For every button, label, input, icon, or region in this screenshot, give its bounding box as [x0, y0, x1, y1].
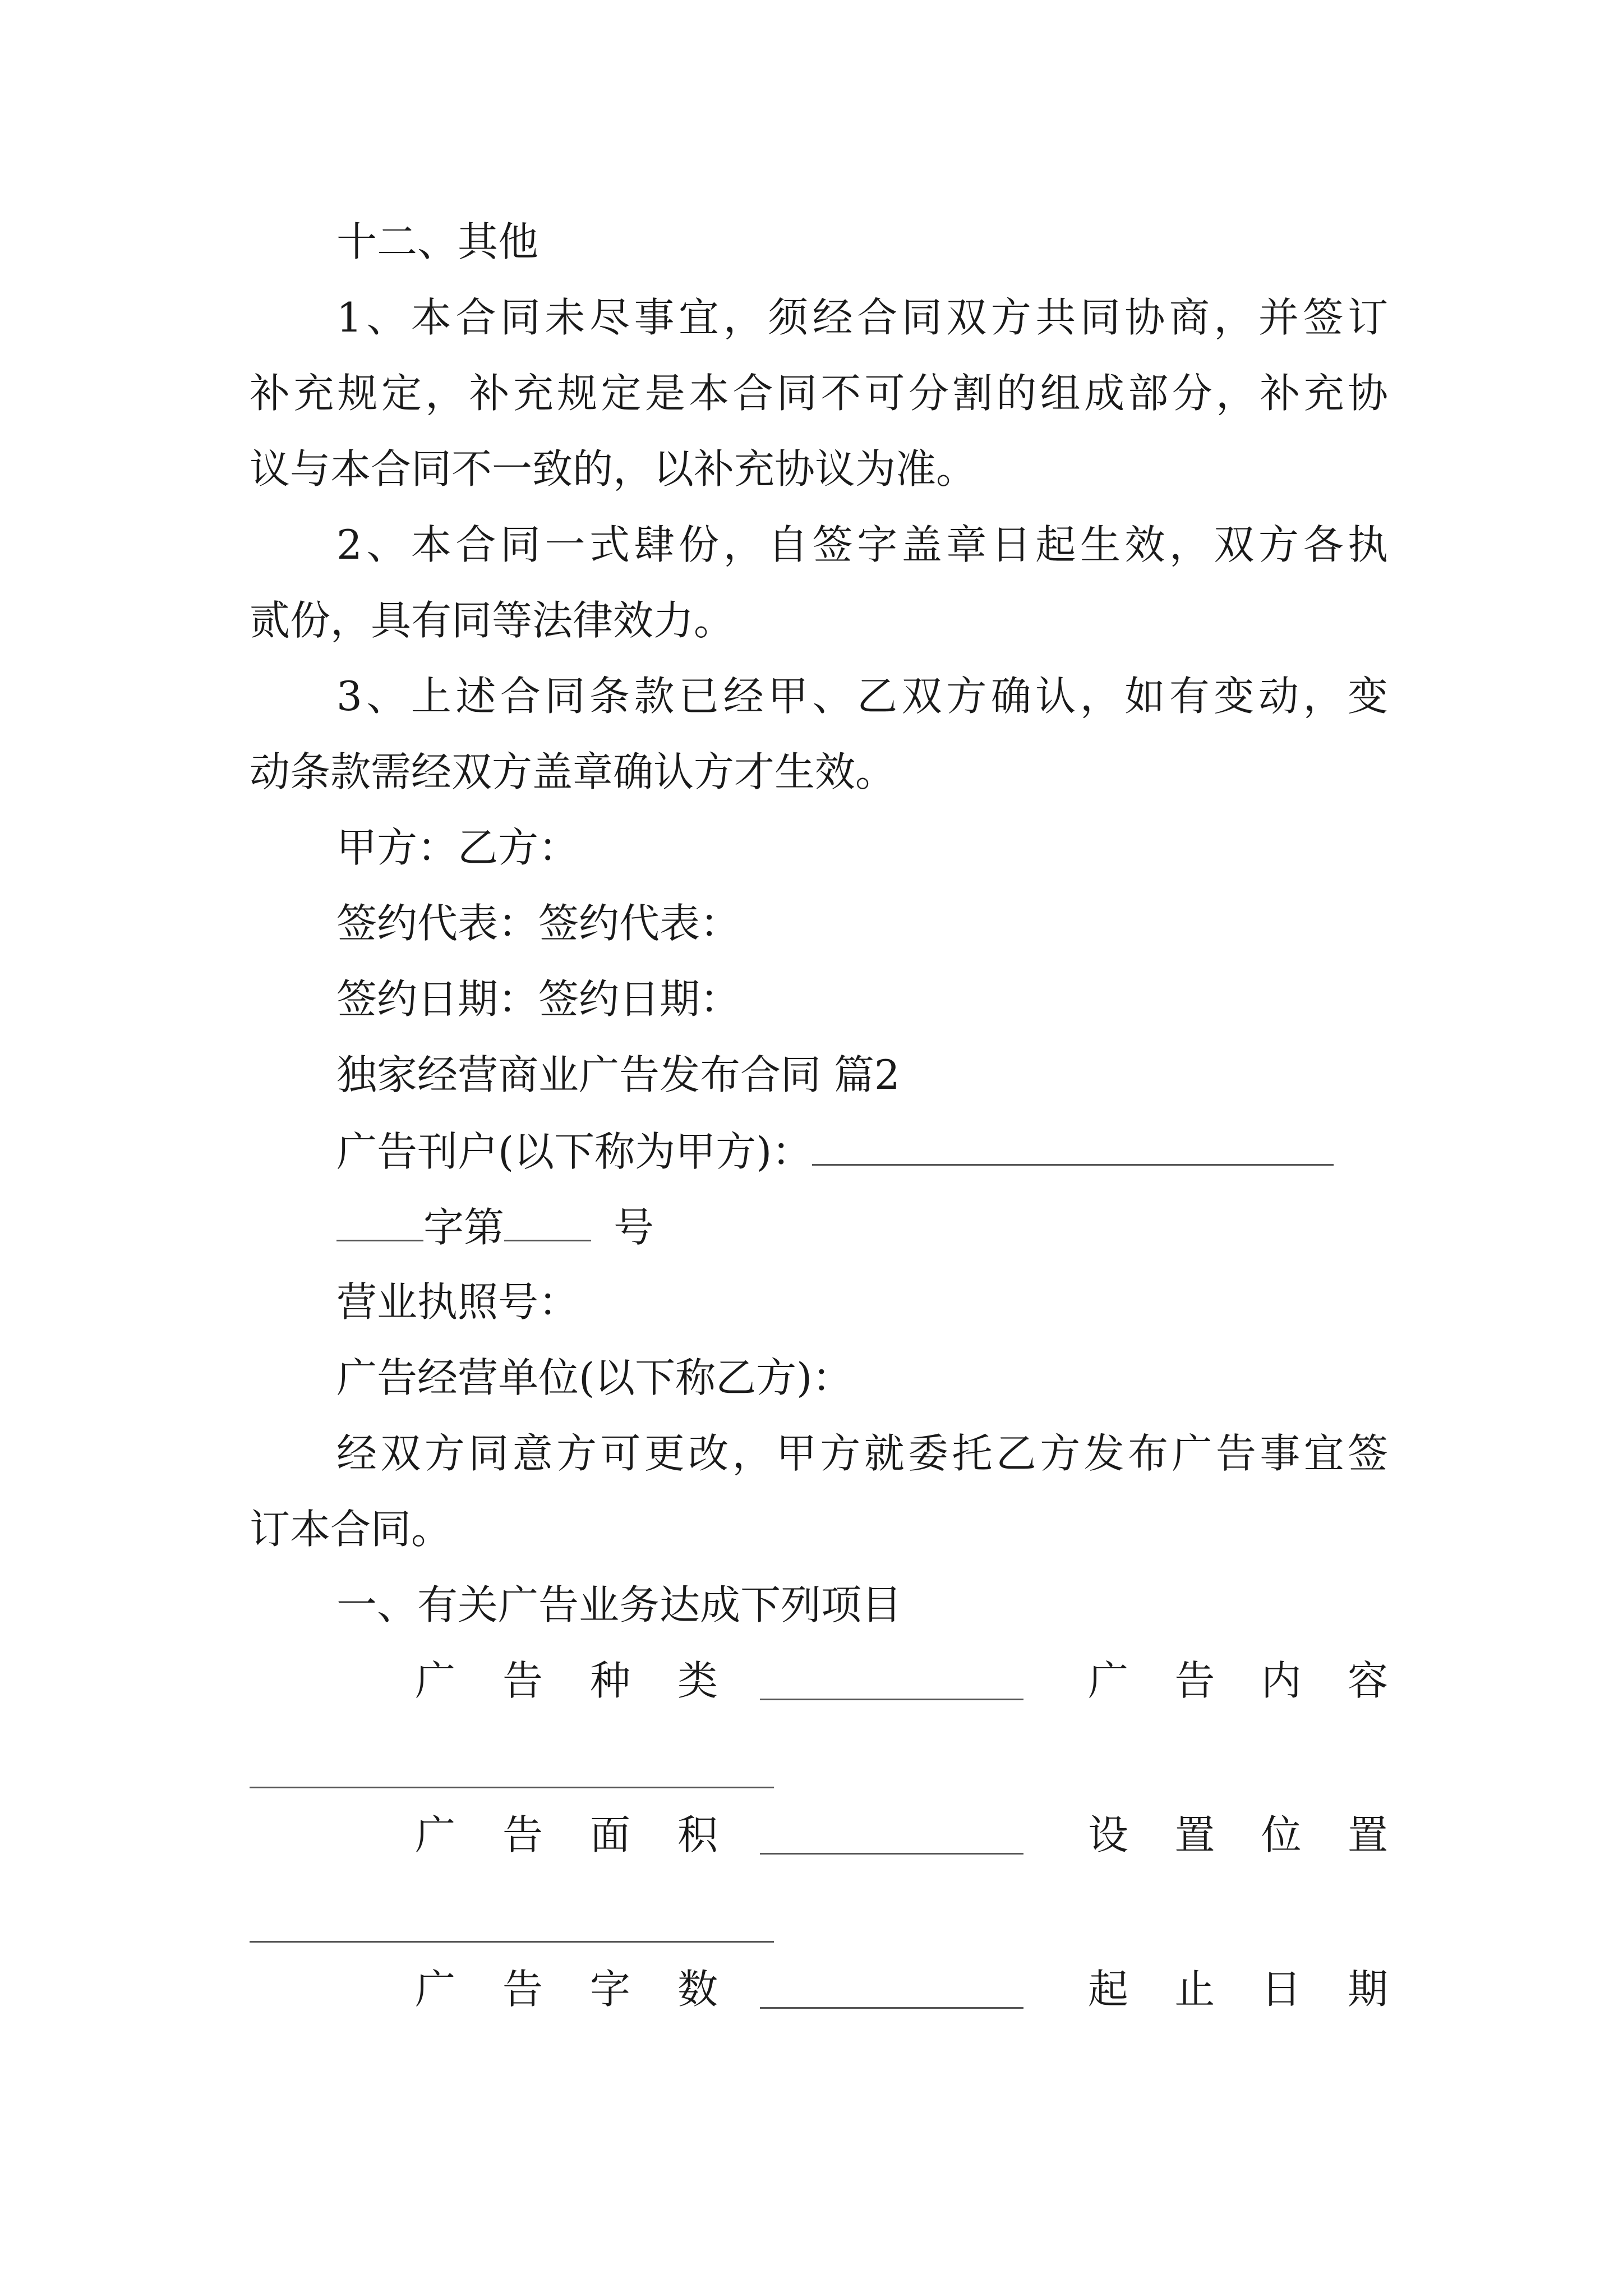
ad-content-blank	[250, 1787, 774, 1788]
advertiser-row	[336, 1128, 1388, 1175]
agreement-line-1: 经双方同意方可更改，甲方就委托乙方发布广告事宜签	[336, 1430, 1388, 1477]
placement-location-blank	[250, 1941, 774, 1943]
business-license-label: 营业执照号：	[336, 1278, 579, 1326]
placement-location-label: 设置位置	[1088, 1811, 1388, 1858]
ad-area-label: 广告面积	[415, 1811, 718, 1858]
ad-field-row	[415, 1811, 1388, 1865]
section-one-heading: 一、有关广告业务达成下列项目	[336, 1581, 902, 1628]
document-number-blank	[504, 1206, 591, 1241]
signing-date-line: 签约日期：签约日期：	[336, 976, 741, 1023]
section-twelve-heading: 十二、其他	[336, 218, 539, 265]
ad-area-blank	[760, 1819, 1023, 1855]
document-number-suffix: 号	[614, 1204, 654, 1251]
ad-content-label: 广告内容	[1088, 1657, 1388, 1704]
clause-2-line-2: 贰份，具有同等法律效力。	[250, 597, 735, 644]
start-end-date-label: 起止日期	[1088, 1966, 1388, 2013]
document-number-row	[336, 1204, 1388, 1251]
document-number-prefix-blank	[336, 1206, 423, 1241]
clause-3-line-1: 3、上述合同条款已经甲、乙双方确认，如有变动，变	[336, 673, 1388, 720]
clause-3-line-2: 动条款需经双方盖章确认方才生效。	[250, 748, 896, 795]
party-line: 甲方：乙方：	[336, 824, 579, 871]
advertiser-label: 广告刊户(以下称为甲方)：	[336, 1128, 813, 1175]
ad-field-row	[415, 1657, 1388, 1711]
signing-representative-line: 签约代表：签约代表：	[336, 900, 741, 947]
ad-word-count-blank	[760, 1973, 1023, 2009]
clause-1-line-1: 1、本合同未尽事宜，须经合同双方共同协商，并签订	[336, 294, 1388, 341]
ad-type-label: 广告种类	[415, 1657, 718, 1704]
document-number-char: 字第	[423, 1204, 505, 1251]
agreement-line-2: 订本合同。	[250, 1506, 452, 1553]
advertiser-blank	[812, 1130, 1334, 1166]
ad-field-row	[415, 1966, 1388, 2019]
clause-1-line-3: 议与本合同不一致的，以补充协议为准。	[250, 445, 977, 493]
clause-2-line-1: 2、本合同一式肆份，自签字盖章日起生效，双方各执	[336, 521, 1388, 568]
ad-word-count-label: 广告字数	[415, 1966, 718, 2013]
contract-2-title: 独家经营商业广告发布合同 篇2	[336, 1051, 900, 1098]
agency-label: 广告经营单位(以下称乙方)：	[336, 1354, 853, 1401]
clause-1-line-2: 补充规定，补充规定是本合同不可分割的组成部分，补充协	[250, 370, 1388, 417]
ad-type-blank	[760, 1665, 1023, 1700]
